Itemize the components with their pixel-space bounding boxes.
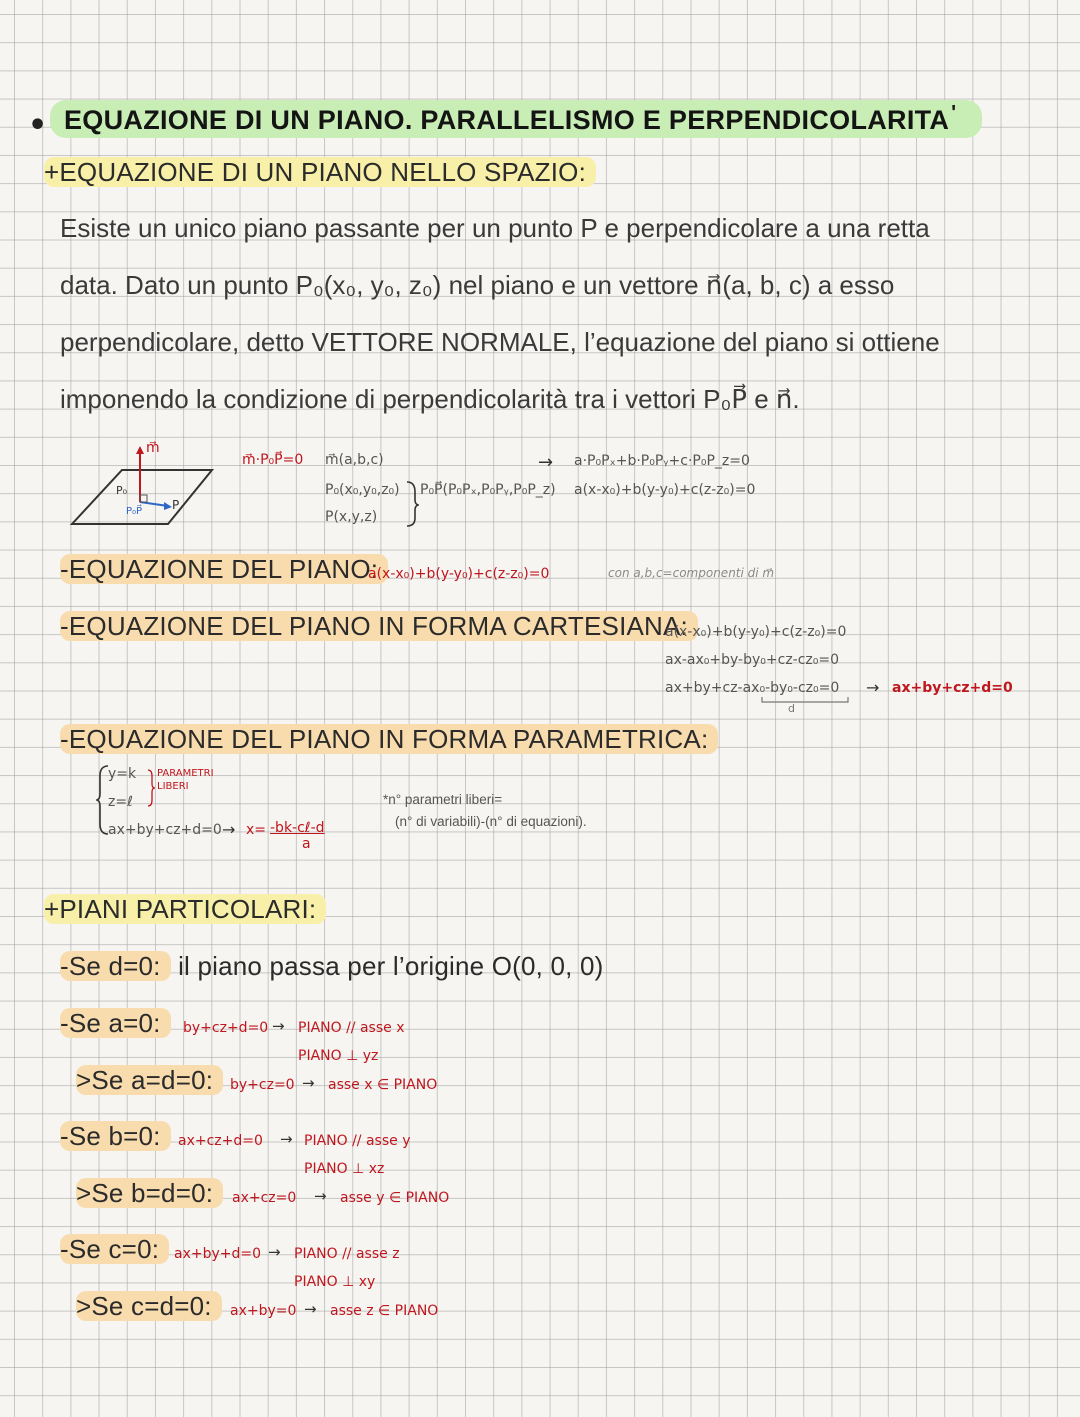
diagram-p0-label: P₀ bbox=[116, 484, 128, 497]
cartesiana-step-3: ax+by+cz-ax₀-by₀-cz₀=0 bbox=[665, 680, 840, 696]
param-x-denominator: a bbox=[302, 836, 311, 852]
section-heading-piani-text: +PIANI PARTICOLARI: bbox=[44, 894, 326, 924]
case-ad0-label-wrap bbox=[76, 1065, 223, 1096]
p0p-vector-arrow bbox=[140, 502, 168, 506]
param-sys-2: z=ℓ bbox=[108, 794, 133, 810]
case-ad0-arrow: → bbox=[302, 1074, 315, 1092]
case-a0-arrow: → bbox=[272, 1017, 285, 1035]
case-ad0-res: asse x ∈ PIANO bbox=[328, 1077, 438, 1093]
diagram-arrow: → bbox=[538, 452, 554, 473]
point-p0: P₀(x₀,y₀,z₀) bbox=[325, 482, 400, 498]
case-c0-eq: ax+by+d=0 bbox=[174, 1246, 262, 1262]
cartesiana-step-1: a(x-x₀)+b(y-y₀)+c(z-z₀)=0 bbox=[665, 624, 847, 640]
eq-parametrica-label-text: -EQUAZIONE DEL PIANO IN FORMA PARAMETRICA: bbox=[60, 724, 718, 754]
section-heading-text: +EQUAZIONE DI UN PIANO NELLO SPAZIO: bbox=[44, 157, 596, 187]
case-bd0-arrow: → bbox=[314, 1187, 327, 1205]
point-p: P(x,y,z) bbox=[325, 509, 378, 525]
section-heading-piani bbox=[44, 894, 326, 925]
plane-diagram bbox=[60, 440, 230, 535]
eq-cartesiana-label bbox=[60, 611, 698, 642]
vector-p0p: P₀P⃗(P₀Pₓ,P₀Pᵧ,P₀P_z) bbox=[420, 482, 556, 498]
case-c0-res2: PIANO ⊥ xy bbox=[294, 1274, 376, 1290]
diagram-vector-label: P₀P⃗ bbox=[126, 506, 143, 517]
case-ad0-label: >Se a=d=0: bbox=[76, 1065, 223, 1095]
case-a0-res2: PIANO ⊥ yz bbox=[298, 1048, 379, 1064]
case-cd0-arrow: → bbox=[304, 1300, 317, 1318]
eq-piano-note: con a,b,c=componenti di m⃗ bbox=[608, 566, 775, 580]
eq-parametrica-label bbox=[60, 724, 718, 755]
case-c0-arrow: → bbox=[268, 1243, 281, 1261]
param-arrow: → bbox=[222, 820, 236, 839]
case-c0-res1: PIANO // asse z bbox=[294, 1246, 400, 1262]
diagram-p-label: P bbox=[172, 498, 180, 512]
case-b0-label: -Se b=0: bbox=[60, 1121, 171, 1151]
case-a0-eq: by+cz+d=0 bbox=[183, 1020, 269, 1036]
right-angle-mark bbox=[140, 495, 147, 502]
paragraph-line-4: imponendo la condizione di perpendicolarità tra i vettori P₀P⃗ e n⃗. bbox=[60, 384, 800, 414]
page-title-text: EQUAZIONE DI UN PIANO. PARALLELISMO E PERPENDICOLARITA bbox=[64, 105, 950, 135]
case-c0-label: -Se c=0: bbox=[60, 1234, 169, 1264]
result-line-1: a·P₀Pₓ+b·P₀Pᵧ+c·P₀P_z=0 bbox=[574, 453, 750, 469]
normal-vector-head bbox=[136, 446, 144, 454]
title-bullet: • bbox=[28, 108, 48, 143]
case-bd0-label-wrap bbox=[76, 1178, 223, 1209]
case-a0-label: -Se a=0: bbox=[60, 1008, 171, 1038]
case-b0-res1: PIANO // asse y bbox=[304, 1133, 411, 1149]
case-cd0-label-wrap bbox=[76, 1291, 222, 1322]
d-underbrace bbox=[760, 696, 850, 706]
cartesiana-step-2: ax-ax₀+by-by₀+cz-cz₀=0 bbox=[665, 652, 840, 668]
case-bd0-res: asse y ∈ PIANO bbox=[340, 1190, 450, 1206]
case-b0-eq: ax+cz+d=0 bbox=[178, 1133, 263, 1149]
title-accent: ' bbox=[951, 102, 957, 124]
paragraph-line-1: Esiste un unico piano passante per un punto P e perpendicolare a una retta bbox=[60, 213, 930, 243]
page-title bbox=[50, 100, 982, 138]
case-cd0-eq: ax+by=0 bbox=[230, 1303, 297, 1319]
paragraph-line-2: data. Dato un punto P₀(x₀, y₀, z₀) nel piano e un vettore n⃗(a, b, c) a esso bbox=[60, 270, 895, 300]
params-label-1: PARAMETRI bbox=[157, 768, 214, 779]
case-d0-text: il piano passa per l’origine O(0, 0, 0) bbox=[178, 951, 604, 981]
case-d0-label: -Se d=0: bbox=[60, 951, 171, 981]
param-sys-1: y=k bbox=[108, 766, 137, 782]
case-bd0-eq: ax+cz=0 bbox=[232, 1190, 297, 1206]
system-brace bbox=[405, 478, 419, 528]
case-b0-arrow: → bbox=[280, 1130, 293, 1148]
params-label-2: LIBERI bbox=[157, 781, 189, 792]
case-b0-label-wrap bbox=[60, 1121, 171, 1152]
eq-cartesiana-label-text: -EQUAZIONE DEL PIANO IN FORMA CARTESIANA: bbox=[60, 611, 698, 641]
case-b0-res2: PIANO ⊥ xz bbox=[304, 1161, 385, 1177]
paragraph-line-3: perpendicolare, detto VETTORE NORMALE, l’equazione del piano si ottiene bbox=[60, 327, 940, 357]
dot-condition: m⃗·P₀P⃗=0 bbox=[242, 452, 304, 468]
case-a0-res1: PIANO // asse x bbox=[298, 1020, 405, 1036]
cartesiana-result: ax+by+cz+d=0 bbox=[892, 680, 1013, 696]
eq-piano-label-text: -EQUAZIONE DEL PIANO: bbox=[60, 554, 388, 584]
case-ad0-eq: by+cz=0 bbox=[230, 1077, 295, 1093]
case-d0 bbox=[60, 951, 604, 982]
result-line-2: a(x-x₀)+b(y-y₀)+c(z-z₀)=0 bbox=[574, 482, 756, 498]
param-sys-3: ax+by+cz+d=0 bbox=[108, 822, 222, 838]
d-label: d bbox=[788, 702, 795, 715]
case-cd0-res: asse z ∈ PIANO bbox=[330, 1303, 439, 1319]
vector-m: m⃗(a,b,c) bbox=[325, 452, 384, 468]
case-a0-label-wrap bbox=[60, 1008, 171, 1039]
case-c0-label-wrap bbox=[60, 1234, 169, 1265]
cartesiana-arrow: → bbox=[866, 678, 880, 697]
params-brace bbox=[146, 768, 156, 808]
param-x-label: x= bbox=[246, 822, 267, 838]
case-bd0-label: >Se b=d=0: bbox=[76, 1178, 223, 1208]
param-note-line-1: *n° parametri liberi= bbox=[383, 792, 503, 807]
param-note-line-2: (n° di variabili)-(n° di equazioni). bbox=[395, 814, 587, 829]
eq-piano-label bbox=[60, 554, 388, 585]
case-cd0-label: >Se c=d=0: bbox=[76, 1291, 222, 1321]
section-heading-equazione bbox=[44, 157, 596, 188]
diagram-m-label: m⃗ bbox=[146, 440, 160, 456]
param-x-numerator: -bk-cℓ-d bbox=[270, 820, 325, 836]
eq-piano-formula: a(x-x₀)+b(y-y₀)+c(z-z₀)=0 bbox=[368, 566, 550, 582]
p0p-vector-head bbox=[164, 502, 172, 510]
